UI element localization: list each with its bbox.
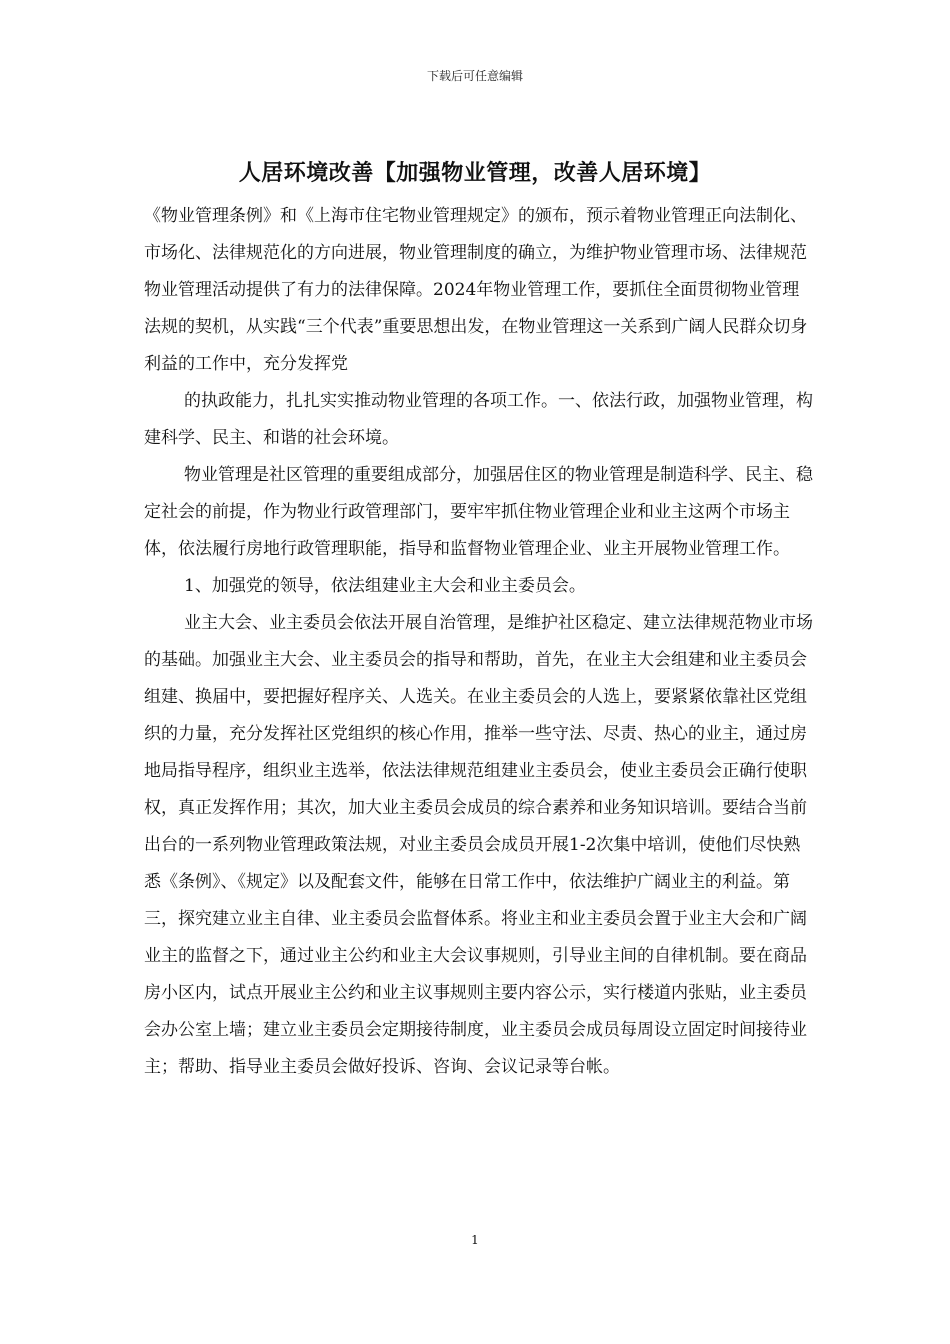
document-body: [144, 198, 814, 1086]
paragraph-intro: 《物业管理条例》和《上海市住宅物业管理规定》的颁布，预示着物业管理正向法制化、市场化、法律规范化的方向进展，物业管理制度的确立，为维护物业管理市场、法律规范物业管理活动提供了有力的法律保障。2024年物业管理工作，要抓住全面贯彻物业管理法规的契机，从实践“三个代表”重要思想出发，在物业管理这一关系到广阔人民群众切身利益的工作中，充分发挥党: [144, 206, 808, 374]
page-number: 1: [471, 1233, 479, 1247]
document-title: 人居环境改善【加强物业管理，改善人居环境】: [238, 160, 712, 186]
paragraph-continuation: 的执政能力，扎扎实实推动物业管理的各项工作。一、依法行政，加强物业管理，构建科学、民主、和谐的社会环境。: [144, 391, 813, 448]
header-note: 下载后可任意编辑: [426, 69, 523, 83]
paragraph-owners-committee: 业主大会、业主委员会依法开展自治管理，是维护社区稳定、建立法律规范物业市场的基础。加强业主大会、业主委员会的指导和帮助，首先，在业主大会组建和业主委员会组建、换届中，要把握好程序关、人选关。在业主委员会的人选上，要紧紧依靠社区党组织的力量，充分发挥社区党组织的核心作用，推举一些守法、尽责、热心的业主，通过房地局指导程序，组织业主选举，依法法律规范组建业主委员会，使业主委员会正确行使职权，真正发挥作用；其次，加大业主委员会成员的综合素养和业务知识培训。要结合当前出台的一系列物业管理政策法规，对业主委员会成员开展1-2次集中培训，使他们尽快熟悉《条例》、《规定》以及配套文件，能够在日常工作中，依法维护广阔业主的利益。第三，探究建立业主自律、业主委员会监督体系。将业主和业主委员会置于业主大会和广阔业主的监督之下，通过业主公约和业主大会议事规则，引导业主间的自律机制。要在商品房小区内，试点开展业主公约和业主议事规则主要内容公示，实行楼道内张贴，业主委员会办公室上墙；建立业主委员会定期接待制度，业主委员会成员每周设立固定时间接待业主；帮助、指导业主委员会做好投诉、咨询、会议记录等台帐。: [144, 613, 813, 1077]
paragraph-property-management: 物业管理是社区管理的重要组成部分，加强居住区的物业管理是制造科学、民主、稳定社会的前提，作为物业行政管理部门，要牢牢抓住物业管理企业和业主这两个市场主体，依法履行房地行政管理职能，指导和监督物业管理企业、业主开展物业管理工作。: [144, 465, 813, 559]
section-heading-1: 1、加强党的领导，依法组建业主大会和业主委员会。: [184, 576, 586, 596]
